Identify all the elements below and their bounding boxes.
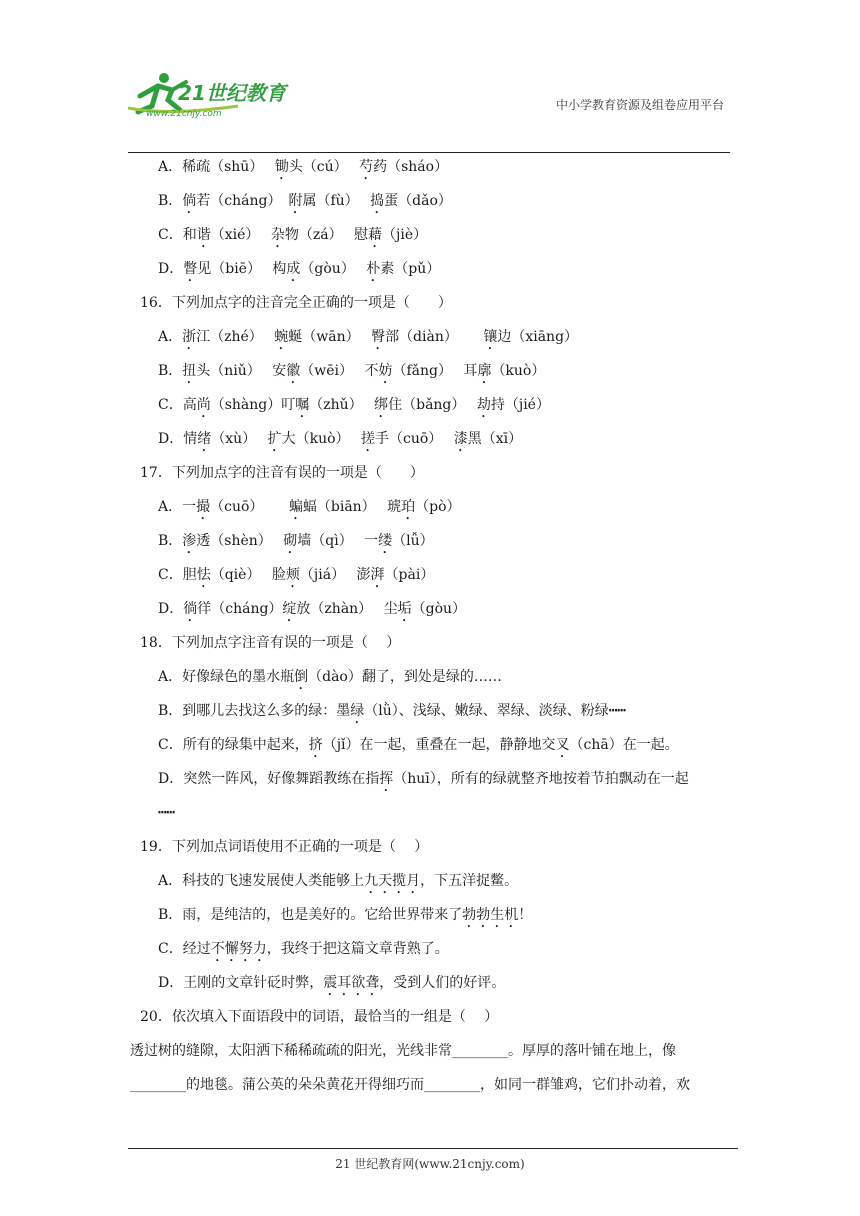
text-segment: 物（zá） 慰 (284, 227, 369, 243)
emphasized-text: 震耳欲聋 (323, 975, 380, 991)
text-segment: 蜒（wān） (288, 329, 372, 345)
emphasized-text: 挤 (308, 737, 323, 753)
emphasized-text: 妨 (378, 363, 393, 379)
text-segment: 头（niǔ） 安 (196, 363, 287, 379)
answer-option (140, 662, 738, 696)
text-segment: D． (158, 261, 184, 277)
text-segment: （xù） (211, 431, 268, 447)
emphasized-text: 浙 (182, 329, 197, 345)
emphasized-text: 绑 (374, 397, 389, 413)
text-segment: C．所有的绿集中起来， (158, 737, 309, 753)
emphasized-text: 蜿 (274, 329, 289, 345)
answer-option (140, 322, 738, 356)
answer-option (140, 492, 738, 526)
emphasized-text: 附 (288, 193, 303, 209)
text-segment: ________的地毯。蒲公英的朵朵黄花开得细巧而________，如同一群雏鸡，它们扑动着，欢 (130, 1077, 690, 1093)
text-segment: （zhǔ） (309, 397, 375, 413)
emphasized-text: 勃勃生机 (462, 907, 519, 923)
emphasized-text: 劫 (476, 397, 491, 413)
emphasized-text: 垢 (397, 601, 412, 617)
emphasized-text: 尚 (196, 397, 211, 413)
text-segment: （chā）在一起。 (569, 737, 679, 753)
answer-option (140, 730, 738, 764)
text-segment: 透（shèn） (196, 533, 284, 549)
answer-option (140, 866, 738, 900)
text-segment: 江（zhé） (196, 329, 275, 345)
text-segment: 19．下列加点词语使用不正确的一项是（ ） (140, 839, 429, 855)
answer-option (140, 152, 738, 186)
emphasized-text: 颊 (285, 567, 300, 583)
text-segment: 住（bǎng） (388, 397, 477, 413)
question-stem (140, 458, 738, 492)
emphasized-text: 嘱 (295, 397, 310, 413)
text-segment: D．突然一阵风，好像舞蹈教练在指 (158, 771, 380, 787)
emphasized-text: 倘 (182, 193, 197, 209)
text-segment: （wēi） 不 (300, 363, 379, 379)
text-segment: （lǜ）、浅绿、嫩绿、翠绿、淡绿、粉绿┅┅ (364, 703, 626, 719)
answer-option (140, 424, 738, 458)
text-segment: A．一 (158, 499, 197, 515)
answer-option (140, 254, 738, 288)
answer-option (140, 594, 738, 628)
text-segment: 大（kuò） (281, 431, 361, 447)
text-segment: （shàng）叮 (210, 397, 296, 413)
text-segment: B． (158, 533, 183, 549)
svg-text:www.21cnjy.com: www.21cnjy.com (146, 109, 222, 119)
text-segment: ，下五洋捉鳖。 (420, 873, 519, 889)
text-segment: C．经过 (158, 941, 211, 957)
emphasized-text: 挥 (379, 771, 394, 787)
answer-option (140, 526, 738, 560)
text-segment: D．王刚的文章针砭时弊， (158, 975, 324, 991)
site-logo (128, 66, 298, 122)
page-footer: 21 世纪教育网(www.21cnjy.com) (335, 1157, 525, 1171)
emphasized-text: 珀 (401, 499, 416, 515)
text-segment: 头（cú） (288, 159, 360, 175)
text-segment: （fǎng） 耳 (392, 363, 478, 379)
emphasized-text: 砌 (283, 533, 298, 549)
text-segment: D．情 (158, 431, 198, 447)
text-segment: （jiè） (382, 227, 428, 243)
emphasized-text: 朴 (366, 261, 381, 277)
text-line (130, 1070, 738, 1104)
text-segment: A．好像绿色的墨水瓶 (158, 669, 295, 685)
text-segment: （pò） (415, 499, 461, 515)
text-segment: ！ (518, 907, 533, 923)
answer-option (140, 560, 738, 594)
answer-option (140, 356, 738, 390)
question-stem (140, 288, 738, 322)
text-segment: 部（diàn） (385, 329, 484, 345)
answer-option (140, 696, 738, 730)
text-segment: C．高 (158, 397, 197, 413)
text-segment: A．科技的飞速发展使人类能够上 (158, 873, 365, 889)
emphasized-text: 缕 (378, 533, 393, 549)
text-segment: 黑（xī） (467, 431, 523, 447)
text-segment: B． (158, 193, 183, 209)
text-line (130, 1036, 738, 1070)
emphasized-text: 怯 (196, 567, 211, 583)
text-segment: （gòu） (300, 261, 367, 277)
text-segment: 蝠（biān） 琥 (302, 499, 402, 515)
text-segment: 蛋（dǎo） (384, 193, 452, 209)
page-header (128, 66, 730, 152)
emphasized-text: 杂 (270, 227, 285, 243)
emphasized-text: 扭 (182, 363, 197, 379)
text-line (140, 798, 738, 832)
platform-name: 中小学教育资源及组卷应用平台 (555, 98, 724, 112)
text-segment: B．雨，是纯洁的，也是美好的。它给世界带来了 (158, 907, 463, 923)
text-segment: （cuō） (210, 499, 289, 515)
text-segment: C．胆 (158, 567, 197, 583)
emphasized-text: 绪 (197, 431, 212, 447)
emphasized-text: 扩 (267, 431, 282, 447)
emphasized-text: 搓 (361, 431, 375, 447)
emphasized-text: 渗 (182, 533, 197, 549)
question-stem (140, 628, 738, 662)
answer-option (140, 186, 738, 220)
answer-option (140, 900, 738, 934)
emphasized-text: 廓 (477, 363, 492, 379)
text-segment: 手（cuō） (375, 431, 454, 447)
answer-option (140, 968, 738, 1002)
text-segment: B． (158, 363, 183, 379)
answer-option (140, 764, 738, 798)
question-stem (140, 1002, 738, 1036)
text-segment: （jiá） 澎 (299, 567, 371, 583)
svg-text:21世纪教育: 21世纪教育 (178, 81, 286, 105)
emphasized-text: 芍 (359, 159, 374, 175)
text-segment: （gòu） (411, 601, 467, 617)
text-segment: 药（sháo） (373, 159, 449, 175)
text-segment: （kuò） (491, 363, 546, 379)
emphasized-text: 撮 (196, 499, 211, 515)
emphasized-text: 叉 (555, 737, 570, 753)
text-segment: 素（pǔ） (380, 261, 441, 277)
text-segment: （dào）翻了，到处是绿的…… (308, 669, 502, 685)
text-segment: ，受到人们的好评。 (379, 975, 506, 991)
text-segment: A． (158, 329, 183, 345)
answer-option (140, 390, 738, 424)
text-segment: （jǐ）在一起，重叠在一起，静静地交 (322, 737, 556, 753)
text-segment: 边（xiāng） (497, 329, 579, 345)
emphasized-text: 锄 (274, 159, 289, 175)
footer-rule (128, 1148, 738, 1149)
emphasized-text: 九天揽月 (364, 873, 421, 889)
text-segment: 20．依次填入下面语段中的词语，最恰当的一组是（ ） (140, 1009, 499, 1025)
emphasized-text: 臀 (371, 329, 386, 345)
text-segment: （lǚ） (392, 533, 434, 549)
text-segment: 属（fù） (302, 193, 371, 209)
emphasized-text: 不懈努力 (210, 941, 267, 957)
text-segment: 若（cháng） (196, 193, 289, 209)
emphasized-text: 徜 (183, 601, 198, 617)
answer-option (140, 934, 738, 968)
text-segment: A．稀疏（shū） (158, 159, 275, 175)
emphasized-text: 绽 (282, 601, 297, 617)
text-segment: 18．下列加点字注音有误的一项是（ ） (140, 635, 401, 651)
question-content (130, 152, 738, 1104)
text-segment: B．到哪儿去找这么多的绿：墨 (158, 703, 351, 719)
text-segment: D． (158, 601, 184, 617)
emphasized-text: 捣 (370, 193, 385, 209)
text-segment: C．和 (158, 227, 197, 243)
emphasized-text: 湃 (370, 567, 385, 583)
text-segment: 持（jié） (490, 397, 550, 413)
emphasized-text: 漆 (453, 431, 468, 447)
text-segment: 墙（qì） 一 (297, 533, 379, 549)
text-segment: （huī），所有的绿就整齐地按着节拍飘动在一起 (393, 771, 689, 787)
emphasized-text: 蝙 (288, 499, 303, 515)
answer-option (140, 220, 738, 254)
emphasized-text: 成 (286, 261, 301, 277)
text-segment: 徉（cháng） (197, 601, 283, 617)
text-segment: 17．下列加点字的注音有误的一项是（ ） (140, 465, 424, 481)
emphasized-text: 徽 (286, 363, 301, 379)
question-stem (140, 832, 738, 866)
text-segment: ┅┅ (158, 805, 175, 821)
text-segment: （xié） (210, 227, 271, 243)
emphasized-text: 瞥 (183, 261, 198, 277)
text-segment: （qiè） 脸 (210, 567, 286, 583)
text-segment: 16．下列加点字的注音完全正确的一项是（ ） (140, 295, 452, 311)
text-segment: ，我终于把这篇文章背熟了。 (266, 941, 449, 957)
emphasized-text: 藉 (368, 227, 383, 243)
emphasized-text: 倒 (294, 669, 309, 685)
text-segment: 放（zhàn） 尘 (296, 601, 398, 617)
emphasized-text: 谐 (196, 227, 211, 243)
text-segment: 见（biē） 构 (197, 261, 287, 277)
text-segment: 透过树的缝隙，太阳洒下稀稀疏疏的阳光，光线非常________。厚厚的落叶铺在地上，像 (130, 1043, 676, 1059)
text-segment: （pài） (384, 567, 435, 583)
emphasized-text: 绿 (350, 703, 365, 719)
emphasized-text: 镶 (483, 329, 498, 345)
